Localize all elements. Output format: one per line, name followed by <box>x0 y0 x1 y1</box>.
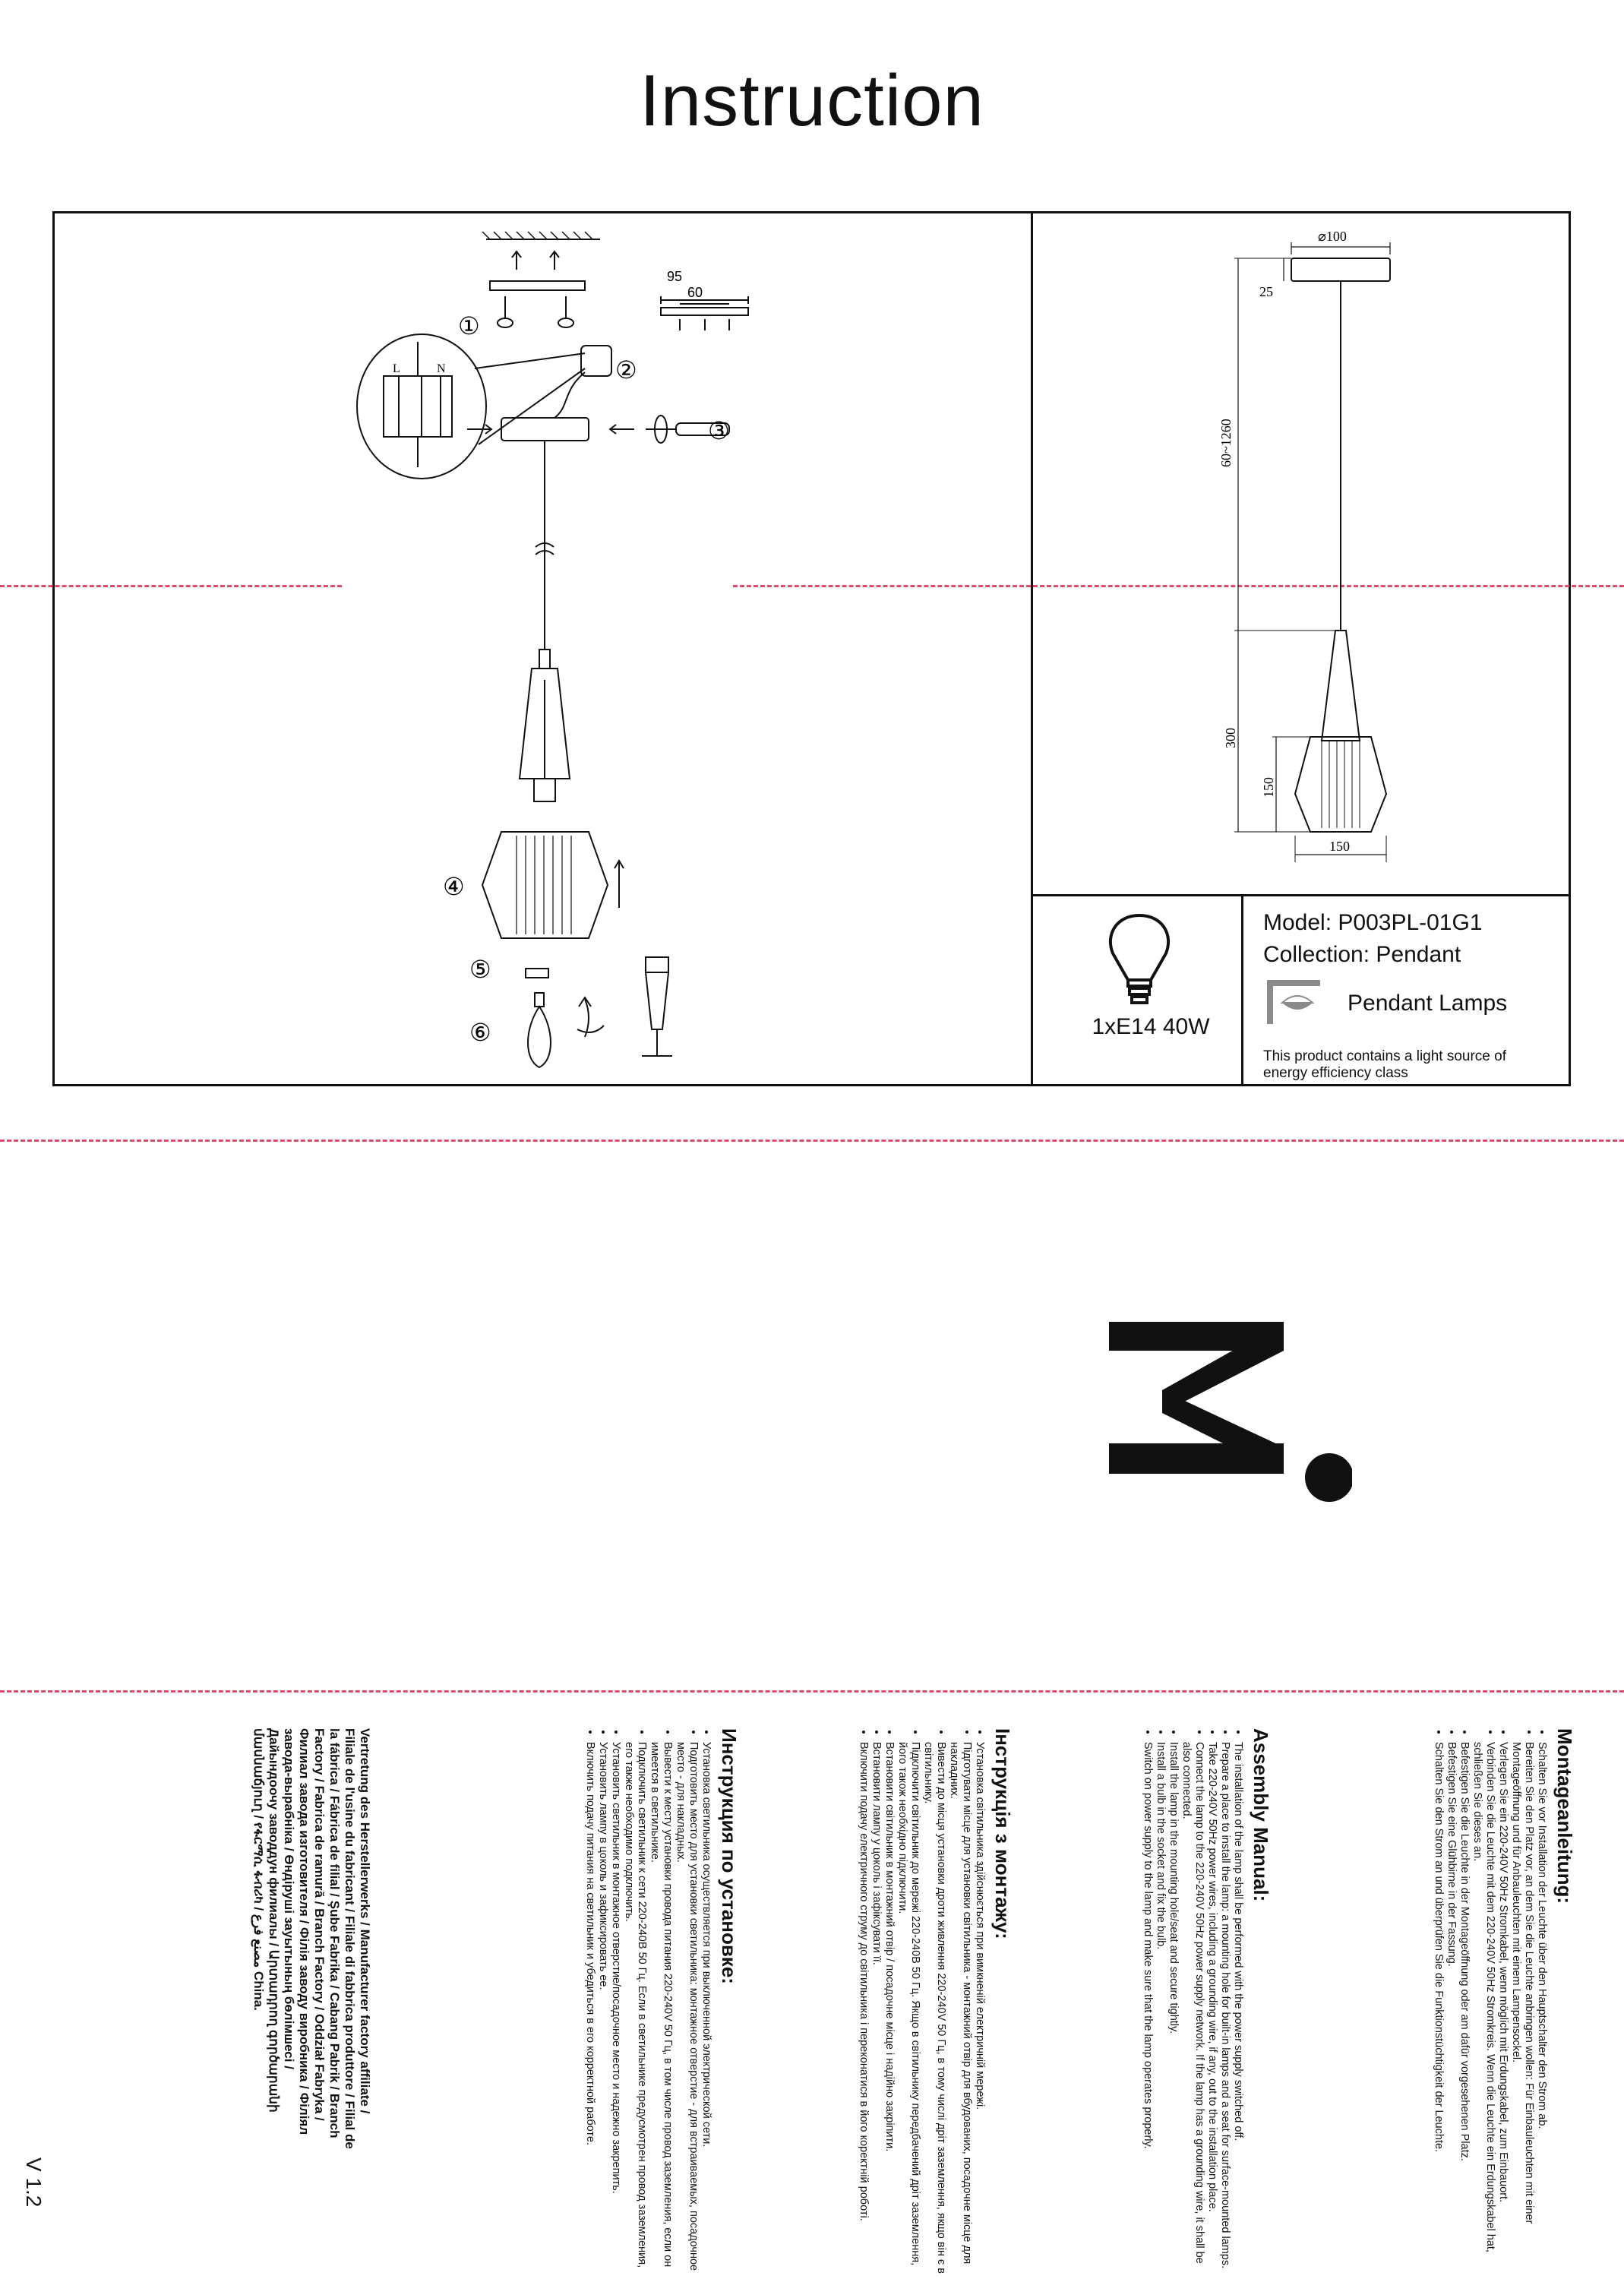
manual-de-item: • Verlegen Sie ein 220-240V 50Hz Stromkabel, wenn möglich mit Erdungskabel, zum Einbauort. <box>1496 1742 1509 2275</box>
manual-ru-heading: Инструкция по установке: <box>718 1728 741 1984</box>
manual-de-item: • Schalten Sie den Strom an und überprüfen Sie die Funktionstüchtigkeit der Leuchte. <box>1432 1742 1445 2275</box>
manual-uk-item: • Включити подачу електричного струму до світильника і переконатися в його коректній роботі. <box>857 1742 870 2275</box>
dim-diameter-100: ⌀100 <box>1318 229 1347 244</box>
manual-de-item: • Befestigen Sie die Leuchte in der Montageöffnung oder am dafür vorgesehenen Platz. <box>1458 1742 1471 2275</box>
manual-en-item: • Connect the lamp to the 220-240V 50Hz power supply network. If the lamp has a grounding wire, it shall be also connected. <box>1180 1742 1205 2275</box>
energy-class-note: This product contains a light source of energy efficiency class <box>1263 1048 1507 1081</box>
version-label: V 1.2 <box>22 2157 46 2208</box>
manual-uk-item: • Підготувати місце для установки світильника - монтажний отвір для вбудованих, посадочне місце для накладних. <box>947 1742 973 2275</box>
manual-de <box>1432 1728 1576 2275</box>
dim-150-vertical: 150 <box>1261 777 1276 798</box>
step-2-label: ② <box>615 356 637 384</box>
frame-divider-horizontal <box>1031 894 1571 896</box>
manual-uk-item: • Установка світильника здійснюється при вимкненій електричній мережі. <box>973 1742 986 2275</box>
manual-uk-heading: Інструкція з монтажу: <box>991 1728 1014 1939</box>
product-category: Pendant Lamps <box>1348 991 1508 1016</box>
terminal-n-label: N <box>437 362 446 375</box>
manual-uk-item: • Вивести до місця установки дроти живлення 220-240V 50 Гц, в тому числі дріт заземлення, якщо він є в світильнику. <box>921 1742 947 2275</box>
manual-en-item: • Prepare a place to install the lamp: a mounting hole for built-in lamps and a seat for surface-mounted lamps. <box>1218 1742 1231 2275</box>
dim-95: 95 <box>667 269 683 284</box>
step-4-label: ④ <box>443 872 465 901</box>
info-divider <box>1241 894 1243 1086</box>
factory-text: Vertretung des Herstellerwerks / Manufacturer factory affiliate / Filiale de l'usine du fabricant / Filiale di fabbrica produttore / Filial de la fábrica / Fábrica de filial / Şube Fabrika / Cabang Pabrik / Branch Factory / Fabrica de ramură / Branch Factory / Oddział Fabryka / Филиал завода изготовителя / Філія заводу виробника / Філіял завода-вырабніка / Өндіруші зауытының бөлімшесі / Дайындоочу заводдун филиалы / Արտադրող գործարանի մասնաճյուղ / የፋርማሲ ፋብሪካ / مصنع فرع China. <box>251 1728 372 2149</box>
manual-en <box>1141 1728 1272 2275</box>
manual-ru-item: • Включить подачу питания на светильник и убедиться в его корректной работе. <box>583 1742 596 2275</box>
terminal-l-label: L <box>393 362 400 375</box>
step-1-label: ① <box>458 311 480 340</box>
manual-ru-item: • Вывести к месту установки провода питания 220-240V 50 Гц, в том числе провод заземления, если он имеется в светильнике. <box>648 1742 674 2275</box>
manual-en-item: • Install a bulb in the socket and fix the bulb. <box>1154 1742 1167 2275</box>
dim-150-horizontal: 150 <box>1329 839 1350 854</box>
manual-ru-item: • Установить лампу в цоколь и зафиксировать ее. <box>596 1742 609 2275</box>
manual-en-item: • Switch on power supply to the lamp and make sure that the lamp operates properly. <box>1141 1742 1154 2275</box>
bulb-icon <box>1094 908 1185 1014</box>
fold-line-2 <box>0 1690 1624 1693</box>
bulb-spec: 1xE14 40W <box>1092 1014 1210 1039</box>
collection-name: Collection: Pendant <box>1263 942 1461 967</box>
manual-uk-item: • Встановити світильник в монтажний отвір / посадочне місце і надійно закріпити. <box>883 1742 896 2275</box>
pendant-lamp-icon <box>1267 980 1320 1026</box>
manual-ru-item: • Подключить светильник к сети 220-240В 50 Гц. Если в светильнике предусмотрен провод заземления, его также необходимо подключить. <box>622 1742 648 2275</box>
model-number: Model: P003PL-01G1 <box>1263 910 1483 935</box>
cut-line-left <box>0 585 342 587</box>
step-6-label: ⑥ <box>469 1018 491 1047</box>
manual-ru-item: • Установить светильник в монтажное отверстие/посадочное место и надежно закрепить. <box>609 1742 622 2275</box>
page-title: Instruction <box>640 60 984 141</box>
manual-de-item: • Verbinden Sie die Leuchte mit dem 220-240V 50Hz Stromkreis. Wenn die Leuchte ein Erdungskabel hat, schließen Sie dieses an. <box>1471 1742 1496 2275</box>
manual-ru-item: • Установка светильника осуществляется при выключенной электрической сети. <box>700 1742 712 2275</box>
dim-height-range: 60~1260 <box>1218 419 1234 467</box>
manual-de-item: • Schalten Sie vor Installation der Leuchte über den Hauptschalter den Strom ab. <box>1535 1742 1548 2275</box>
dimension-drawing <box>1215 224 1557 893</box>
step-3-label: ③ <box>708 416 730 445</box>
manual-de-heading: Montageanleitung: <box>1553 1728 1576 1904</box>
manual-ru <box>583 1728 741 2275</box>
manual-uk <box>857 1728 1014 2275</box>
dim-60: 60 <box>687 285 703 300</box>
frame-divider-vertical <box>1031 211 1033 1086</box>
manual-uk-item: • Підключити світильник до мережі 220-240В 50 Гц. Якщо в світильнику передбачений дріт заземлення, його також необхідно підключити. <box>896 1742 921 2275</box>
manual-en-item: • Take 220-240V 50Hz power wires, including a grounding wire, if any, out to the installation place. <box>1205 1742 1218 2275</box>
assembly-diagram <box>334 224 1018 1083</box>
step-5-label: ⑤ <box>469 955 491 984</box>
manual-en-heading: Assembly Manual: <box>1250 1728 1272 1902</box>
manual-de-item: • Bereiten Sie den Platz vor, an dem Sie die Leuchte anbringen wollen: Für Einbauleuchten mit einer Montageöffnung und für Anbauleuchten mit einem Lampensockel. <box>1509 1742 1535 2275</box>
manual-en-item: • The installation of the lamp shall be performed with the power supply switched off. <box>1231 1742 1244 2275</box>
manual-uk-item: • Встановити лампу у цоколь і зафіксувати її. <box>870 1742 883 2275</box>
dim-25: 25 <box>1259 284 1273 299</box>
manual-ru-item: • Подготовить место для установки светильника: монтажное отверстие - для встраиваемых, посадочное место - для накладных. <box>674 1742 700 2275</box>
brand-logo <box>1109 1322 1352 1504</box>
manual-en-item: • Install the lamp in the mounting hole/seat and secure tightly. <box>1167 1742 1180 2275</box>
fold-line-1 <box>0 1140 1624 1142</box>
dim-300: 300 <box>1223 728 1238 748</box>
manufacturer-affiliate <box>251 1728 372 2154</box>
manual-de-item: • Befestigen Sie eine Glühbirne in der Fassung. <box>1445 1742 1458 2275</box>
